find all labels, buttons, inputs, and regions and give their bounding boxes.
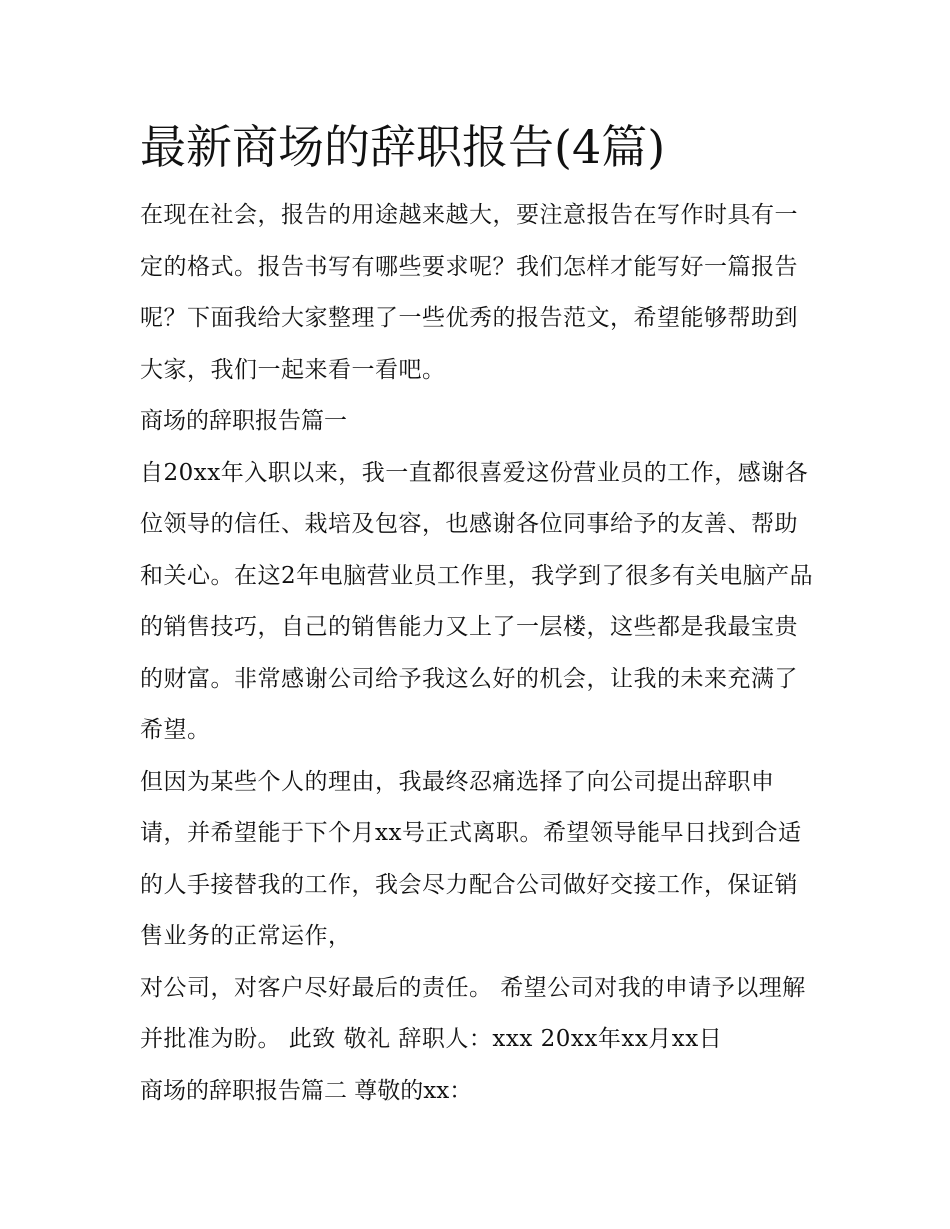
document-title: 最新商场的辞职报告(4篇) [140, 120, 666, 174]
body-paragraph-1: 自20xx年入职以来，我一直都很喜爱这份营业员的工作，感谢各位领导的信任、栽培及包容，也感谢各位同事给予的友善、帮助和关心。在这2年电脑营业员工作里，我学到了很多有关电脑产品的销售技巧，自己的销售能力又上了一层楼，这些都是我最宝贵的财富。非常感谢公司给予我这么好的机会，让我的未来充满了希望。 [140, 459, 814, 743]
body-paragraph-2: 但因为某些个人的理由，我最终忍痛选择了向公司提出辞职申请，并希望能于下个月xx号正式离职。希望领导能早日找到合适的人手接替我的工作，我会尽力配合公司做好交接工作，保证销售业务的正常运作， [140, 768, 802, 949]
body-paragraph-3: 对公司，对客户尽好最后的责任。 希望公司对我的申请予以理解并批准为盼。 此致 敬礼 辞职人：xxx 20xx年xx月xx日 [140, 974, 806, 1052]
section-heading-2: 商场的辞职报告篇二 尊敬的xx： [140, 1077, 473, 1104]
section-heading-1: 商场的辞职报告篇一 [140, 408, 347, 434]
document-page [140, 112, 820, 1117]
intro-paragraph: 在现在社会，报告的用途越来越大，要注意报告在写作时具有一定的格式。报告书写有哪些要求呢？我们怎样才能写好一篇报告呢？下面我给大家整理了一些优秀的报告范文，希望能够帮助到大家，我们一起来看一看吧。 [140, 202, 798, 383]
